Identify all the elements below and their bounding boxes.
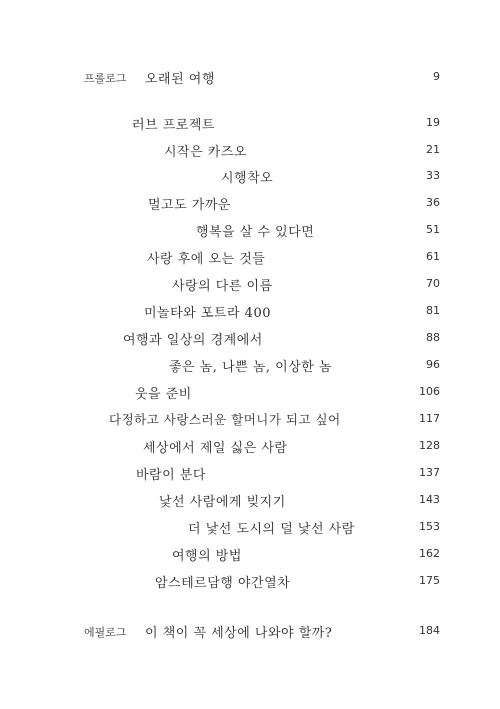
toc-entry-title: 바람이 분다 [136, 468, 206, 483]
prologue-title: 오래된 여행 [145, 72, 215, 87]
toc-entry-title: 낯선 사람에게 빚지기 [159, 495, 286, 510]
toc-entry-page-number: 162 [419, 547, 440, 560]
toc-entry-page-number: 51 [426, 223, 440, 236]
prologue-label: 프롤로그 [84, 72, 127, 85]
toc-entry-title: 여행의 방법 [172, 549, 242, 564]
toc-entry-row [0, 464, 500, 484]
epilogue-title: 이 책이 꼭 세상에 나와야 할까? [145, 626, 333, 641]
toc-entry-row [0, 410, 500, 430]
toc-entry-page-number: 36 [426, 196, 440, 209]
toc-entry-row [0, 437, 500, 457]
toc-entry-row [0, 114, 500, 134]
toc-entry-title: 좋은 놈, 나쁜 놈, 이상한 놈 [169, 360, 333, 375]
toc-entry-row [0, 572, 500, 592]
toc-entry-page-number: 175 [419, 574, 440, 587]
toc-entry-page-number: 143 [419, 493, 440, 506]
toc-entry-page-number: 96 [426, 358, 440, 371]
toc-entry-title: 시행착오 [221, 171, 274, 186]
toc-entry-row [0, 248, 500, 268]
toc-entry-row [0, 167, 500, 187]
toc-entry-row [0, 194, 500, 214]
toc-entry-title: 더 낯선 도시의 덜 낯선 사람 [188, 522, 355, 537]
toc-entry-page-number: 70 [426, 277, 440, 290]
toc-entry-title: 다정하고 사랑스러운 할머니가 되고 싶어 [109, 412, 341, 427]
toc-entry-title: 암스테르담행 야간열차 [155, 576, 291, 591]
toc-entry-page-number: 137 [419, 466, 440, 479]
toc-entry-page-number: 88 [426, 331, 440, 344]
toc-entry-row [0, 221, 500, 241]
epilogue-page-number: 184 [419, 624, 440, 637]
toc-entry-title: 미놀타와 포트라 400 [144, 306, 271, 321]
toc-entry-page-number: 21 [426, 143, 440, 156]
toc-entry-page-number: 19 [426, 116, 440, 129]
toc-entry-row [0, 383, 500, 403]
toc-entry-page-number: 33 [426, 169, 440, 182]
toc-entry-page-number: 117 [419, 412, 440, 425]
toc-entry-row [0, 329, 500, 349]
toc-entry-page-number: 153 [419, 520, 440, 533]
toc-entry-title: 행복을 살 수 있다면 [196, 225, 315, 240]
toc-entry-row [0, 491, 500, 511]
toc-entry-title: 시작은 카즈오 [164, 145, 247, 160]
toc-entry-page-number: 61 [426, 250, 440, 263]
toc-entry-title: 웃을 준비 [135, 387, 192, 402]
toc-entry-title: 사랑의 다른 이름 [172, 279, 273, 294]
toc-prologue-row [0, 68, 500, 88]
toc-entry-page-number: 128 [419, 439, 440, 452]
toc-entry-row [0, 141, 500, 161]
toc-entry-page-number: 81 [426, 304, 440, 317]
toc-entry-row [0, 275, 500, 295]
toc-entry-row [0, 356, 500, 376]
toc-entry-title: 세상에서 제일 싫은 사람 [143, 441, 288, 456]
toc-entry-page-number: 106 [419, 385, 440, 398]
prologue-page-number: 9 [433, 70, 440, 83]
toc-entry-title: 러브 프로젝트 [132, 118, 215, 133]
toc-epilogue-row [0, 622, 500, 642]
toc-entry-row [0, 545, 500, 565]
toc-entry-row [0, 518, 500, 538]
toc-entry-row [0, 302, 500, 322]
toc-entry-title: 사랑 후에 오는 것들 [147, 252, 266, 267]
toc-entry-title: 멀고도 가까운 [148, 198, 231, 213]
epilogue-label: 에필로그 [84, 626, 127, 639]
toc-entry-title: 여행과 일상의 경계에서 [123, 333, 263, 348]
